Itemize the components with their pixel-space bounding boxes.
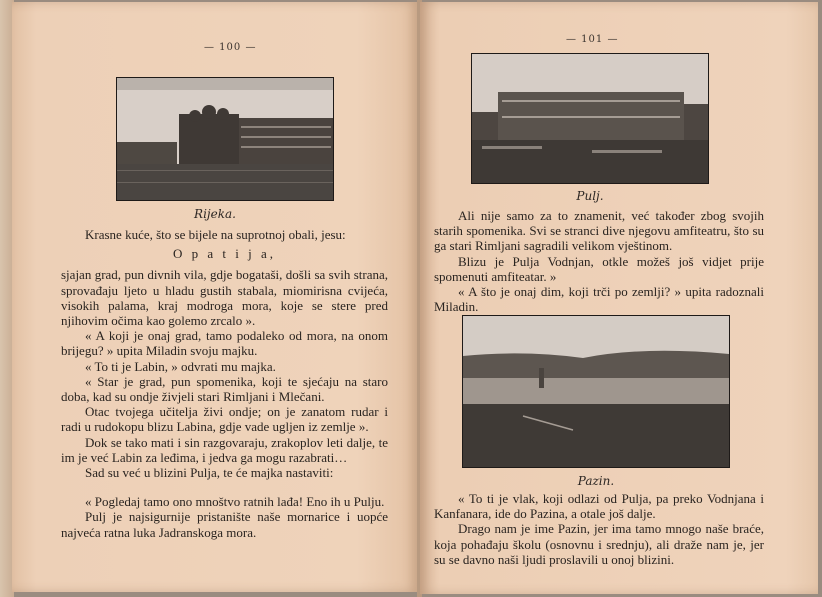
place-name: O p a t i j a,: [172, 246, 276, 262]
paragraph: « Star je grad, pun spomenika, koji te sjećaju na staro doba, kad su ondje živjeli stari Rimljani i Mlečani.: [61, 373, 388, 405]
paragraph: Blizu je Pulja Vodnjan, otkle možeš još vidjet prije spomenuti amfiteatar. »: [434, 253, 764, 284]
body-text: [434, 208, 764, 314]
paragraph: « To ti je vlak, koji odlazi od Pulja, pa preko Vodnjana i Kanfanara, ide do Pazina, a otale još dalje.: [434, 491, 764, 522]
photo-rijeka: [116, 77, 334, 201]
paragraph: « A što je onaj dim, koji trči po zemlji? » upita radoznali Miladin.: [434, 284, 764, 315]
paragraph: « Pogledaj tamo ono mnoštvo ratnih lađa! Eno ih u Pulju.: [85, 494, 385, 510]
photo-caption: Pazin.: [577, 474, 615, 488]
body-text: [61, 227, 388, 540]
paragraph: Ali nije samo za to znamenit, već također zbog svojih starih spomenika. Svi se stranci dive njegovu amfiteatru, što su ga stari Rimljani sagradili velikom vještinom.: [434, 208, 764, 254]
paragraph: sjajan grad, pun divnih vila, gdje bogataši, došli sa svih strana, sprovađaju ljeto u hladu gustih stabala, miomirisna cvijeća, visokih palama, kraj modroga mora, koje se stere pred njihovim očima kao golemo zrcalo ».: [61, 267, 388, 329]
body-text: [434, 491, 764, 567]
paragraph: Sad su već u blizini Pulja, te će majka nastaviti:: [85, 465, 334, 481]
page-number: — 101 —: [566, 34, 619, 45]
photo-pulj: [471, 53, 709, 184]
paragraph: « A koji je onaj grad, tamo podaleko od mora, na onom brijegu? » upita Miladin svoju majku.: [61, 328, 388, 359]
paragraph: « To ti je Labin, » odvrati mu majka.: [85, 358, 276, 374]
page-number: — 100 —: [204, 42, 257, 53]
paragraph: Pulj je najsigurnije pristanište naše mornarice i uopće najveća ratna luka Jadranskoga mora.: [61, 509, 388, 540]
photo-caption: Pulj.: [576, 189, 604, 203]
photo-caption: Rijeka.: [194, 207, 236, 221]
right-page: [420, 2, 818, 594]
paragraph: Otac tvojega učitelja živi ondje; on je zanatom rudar i radi u rudokopu blizu Labina, gdje vade ugljen iz zemlje ».: [61, 404, 388, 435]
paragraph: Drago nam je ime Pazin, jer ima tamo mnogo naše braće, koja pohađaju školu (osnovnu i srednju), ali draže nam je, jer su se davno naši ljudi proslavili u onoj blizini.: [434, 521, 764, 567]
photo-pazin: [462, 315, 730, 468]
paragraph: Dok se tako mati i sin razgovaraju, zrakoplov leti dalje, te im je već Labin za leđima, i jedva ga mogu razabrati…: [61, 434, 388, 465]
paragraph: Krasne kuće, što se bijele na suprotnoj obali, jesu:: [85, 227, 346, 242]
left-page: [12, 2, 418, 592]
